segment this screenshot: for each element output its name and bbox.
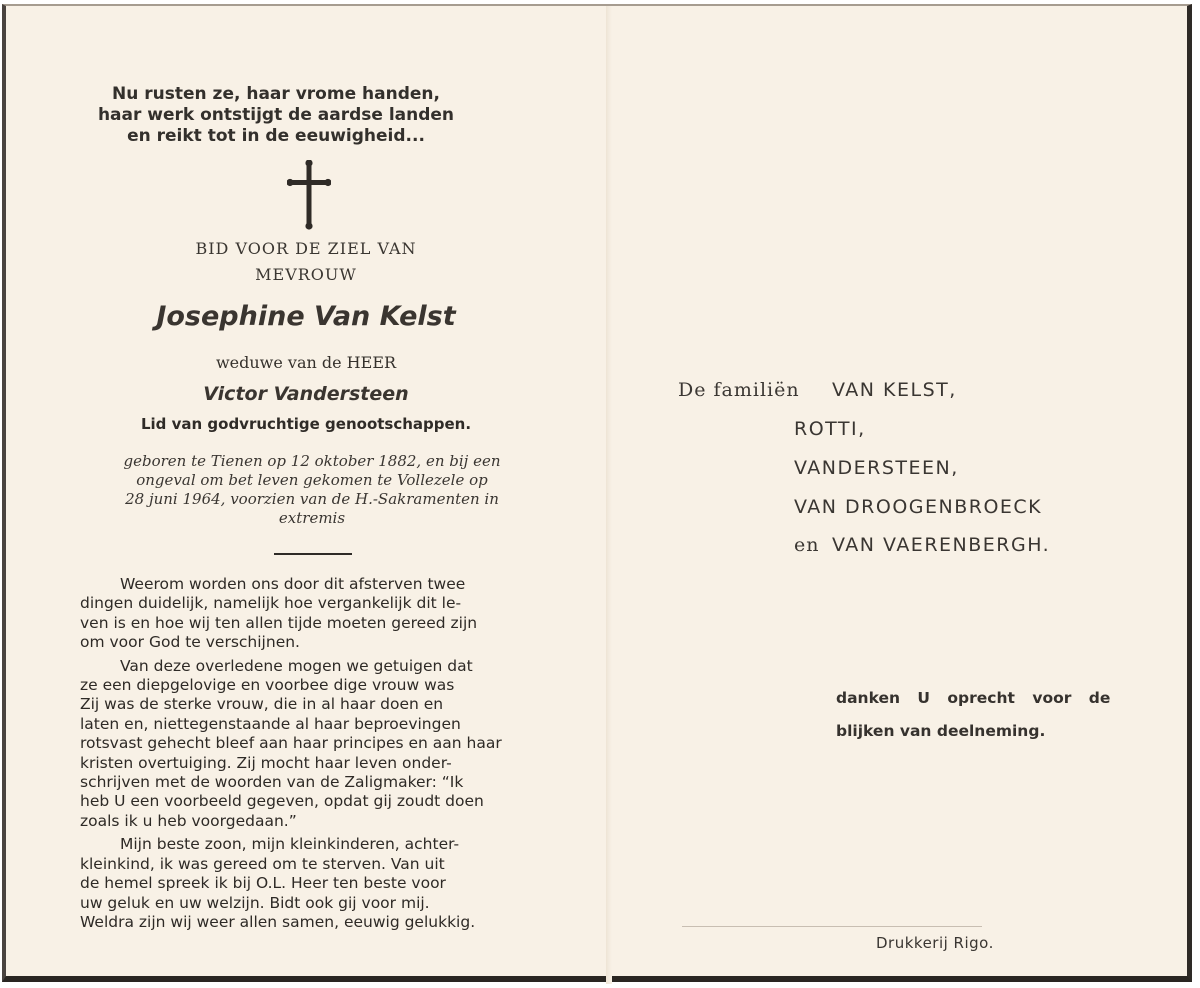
- biography-line: ongeval om bet leven gekomen te Vollezele op: [136, 471, 488, 489]
- husband-name: Victor Vandersteen: [203, 383, 409, 405]
- paragraph: [80, 575, 552, 653]
- memorial-text: [80, 575, 552, 936]
- biography-line: extremis: [278, 509, 346, 527]
- text-line: heb U een voorbeeld gegeven, opdat gij zoudt doen: [80, 792, 484, 811]
- text-line: Mijn beste zoon, mijn kleinkinderen, achter-: [120, 835, 460, 854]
- prayer-line: MEVROUW: [255, 265, 357, 284]
- biography-line: geboren te Tienen op 12 oktober 1882, en bij een: [123, 452, 501, 470]
- family-name: VAN DROOGENBROECK: [794, 496, 1043, 518]
- poem-line: en reikt tot in de eeuwigheid...: [127, 126, 425, 146]
- text-line: zoals ik u heb voorgedaan.”: [80, 811, 297, 830]
- memorial-card: [2, 4, 1192, 982]
- card-fold: [606, 6, 612, 984]
- text-line: schrijven met de woorden van de Zaligmaker: “Ik: [80, 773, 464, 792]
- family-name: ROTTI,: [794, 418, 866, 440]
- family-name: VANDERSTEEN,: [794, 457, 959, 479]
- text-line: om voor God te verschijnen.: [80, 633, 300, 652]
- families-intro: De familiën: [678, 379, 800, 401]
- cross-icon: [287, 160, 331, 230]
- text-line: de hemel spreek ik bij O.L. Heer ten beste voor: [80, 874, 446, 893]
- prayer-line: BID VOOR DE ZIEL VAN: [195, 239, 417, 258]
- conjunction: en: [794, 534, 820, 556]
- text-line: laten en, niettegenstaande al haar beproevingen: [80, 714, 461, 733]
- biography: [76, 452, 548, 528]
- poem-line: Nu rusten ze, haar vrome handen,: [112, 84, 440, 104]
- deceased-name: Josephine Van Kelst: [156, 301, 456, 332]
- text-line: rotsvast gehecht bleef aan haar principes en aan haar: [80, 734, 502, 753]
- biography-line: 28 juni 1964, voorzien van de H.-Sakramenten in: [125, 490, 499, 508]
- family-name: VAN VAERENBERGH.: [832, 534, 1051, 556]
- text-line: ven is en hoe wij ten allen tijde moeten gereed zijn: [80, 613, 478, 632]
- text-line: uw geluk en uw welzijn. Bidt ook gij voor mij.: [80, 893, 430, 912]
- poem-line: haar werk ontstijgt de aardse landen: [97, 105, 455, 125]
- prayer-heading: [36, 236, 576, 288]
- text-line: Weldra zijn wij weer allen samen, eeuwig gelukkig.: [80, 912, 476, 931]
- paragraph: [80, 835, 552, 932]
- printer-credit: Drukkerij Rigo.: [876, 934, 994, 952]
- text-line: dingen duidelijk, namelijk hoe vergankelijk dit le-: [80, 594, 462, 613]
- widow-of-line: weduwe van de HEER: [215, 353, 397, 372]
- poem: [66, 84, 486, 147]
- divider: [274, 553, 352, 555]
- thanks-line: blijken van deelneming.: [836, 722, 1046, 740]
- paragraph: [80, 657, 552, 832]
- text-line: Van deze overledene mogen we getuigen dat: [120, 656, 473, 675]
- thanks-line: danken U oprecht voor de: [836, 689, 1111, 707]
- text-line: Weerom worden ons door dit afsterven twee: [120, 575, 466, 593]
- text-line: kleinkind, ik was gereed om te sterven. Van uit: [80, 854, 445, 873]
- thanks-text: [836, 682, 1110, 748]
- family-name: VAN KELST,: [832, 379, 957, 401]
- text-line: Zij was de sterke vrouw, die in al haar doen en: [80, 695, 444, 714]
- text-line: ze een diepgelovige en voorbee dige vrouw was: [80, 676, 455, 695]
- membership-line: Lid van godvruchtige genootschappen.: [140, 415, 472, 433]
- text-line: kristen overtuiging. Zij mocht haar leven onder-: [80, 753, 452, 772]
- printer-rule: [682, 926, 982, 927]
